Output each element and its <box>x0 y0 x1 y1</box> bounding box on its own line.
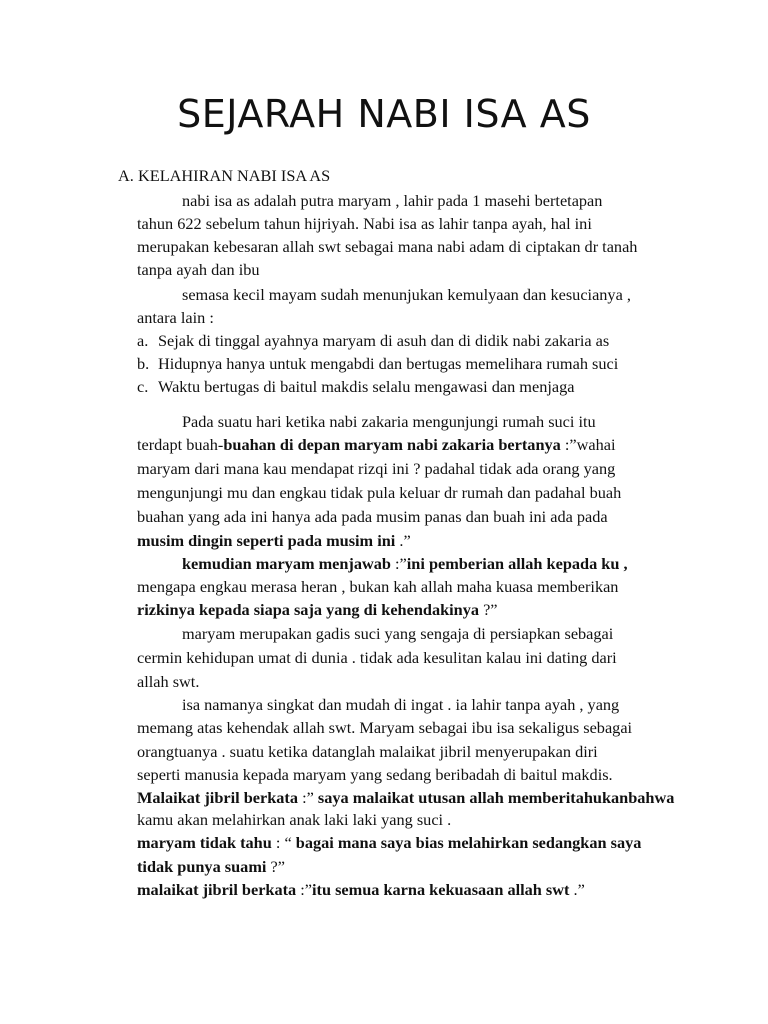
list-marker: a. <box>137 331 149 350</box>
paragraph-line: kamu akan melahirkan anak laki laki yang suci . <box>137 810 452 829</box>
list-item: Sejak di tinggal ayahnya maryam di asuh dan di didik nabi zakaria as <box>158 331 610 350</box>
section-marker: A. <box>118 166 134 185</box>
paragraph-line: nabi isa as adalah putra maryam , lahir pada 1 masehi bertetapan <box>182 191 603 210</box>
paragraph-line: maryam tidak tahu : “ bagai mana saya bias melahirkan sedangkan saya <box>137 833 642 852</box>
paragraph-line: musim dingin seperti pada musim ini .” <box>137 531 411 550</box>
paragraph-line: terdapt buah-buahan di depan maryam nabi zakaria bertanya :”wahai <box>137 435 616 454</box>
paragraph-line: cermin kehidupan umat di dunia . tidak ada kesulitan kalau ini dating dari <box>137 648 617 667</box>
list-item: Waktu bertugas di baitul makdis selalu mengawasi dan menjaga <box>158 377 575 396</box>
section-heading: KELAHIRAN NABI ISA AS <box>138 166 331 185</box>
list-marker: c. <box>137 377 149 396</box>
paragraph-line: buahan yang ada ini hanya ada pada musim panas dan buah ini ada pada <box>137 507 608 526</box>
paragraph-line: malaikat jibril berkata :”itu semua karna kekuasaan allah swt .” <box>137 880 585 899</box>
paragraph-line: orangtuanya . suatu ketika datanglah malaikat jibril menyerupakan diri <box>137 742 598 761</box>
paragraph-line: memang atas kehendak allah swt. Maryam sebagai ibu isa sekaligus sebagai <box>137 718 633 737</box>
paragraph-line: isa namanya singkat dan mudah di ingat . ia lahir tanpa ayah , yang <box>182 695 620 714</box>
paragraph-line: Malaikat jibril berkata :” saya malaikat utusan allah memberitahukanbahwa <box>137 788 675 807</box>
page-title: SEJARAH NABI ISA AS <box>177 92 591 136</box>
paragraph-line: merupakan kebesaran allah swt sebagai mana nabi adam di ciptakan dr tanah <box>137 237 638 256</box>
paragraph-line: maryam merupakan gadis suci yang sengaja di persiapkan sebagai <box>182 624 614 643</box>
paragraph-line: maryam dari mana kau mendapat rizqi ini ? padahal tidak ada orang yang <box>137 459 616 478</box>
list-marker: b. <box>137 354 150 373</box>
paragraph-line: tidak punya suami ?” <box>137 857 285 876</box>
paragraph-line: Pada suatu hari ketika nabi zakaria mengunjungi rumah suci itu <box>182 412 596 431</box>
paragraph-line: tahun 622 sebelum tahun hijriyah. Nabi isa as lahir tanpa ayah, hal ini <box>137 214 592 233</box>
paragraph-line: seperti manusia kepada maryam yang sedang beribadah di baitul makdis. <box>137 765 613 784</box>
paragraph-line: rizkinya kepada siapa saja yang di kehendakinya ?” <box>137 600 498 619</box>
paragraph-line: semasa kecil mayam sudah menunjukan kemulyaan dan kesucianya , <box>182 285 631 304</box>
paragraph-line: mengapa engkau merasa heran , bukan kah allah maha kuasa memberikan <box>137 577 619 596</box>
paragraph-line: mengunjungi mu dan engkau tidak pula keluar dr rumah dan padahal buah <box>137 483 622 502</box>
paragraph-line: tanpa ayah dan ibu <box>137 260 260 279</box>
paragraph-line: kemudian maryam menjawab :”ini pemberian allah kepada ku , <box>182 554 628 573</box>
paragraph-line: antara lain : <box>137 308 214 327</box>
paragraph-line: allah swt. <box>137 672 200 691</box>
list-item: Hidupnya hanya untuk mengabdi dan bertugas memelihara rumah suci <box>158 354 619 373</box>
